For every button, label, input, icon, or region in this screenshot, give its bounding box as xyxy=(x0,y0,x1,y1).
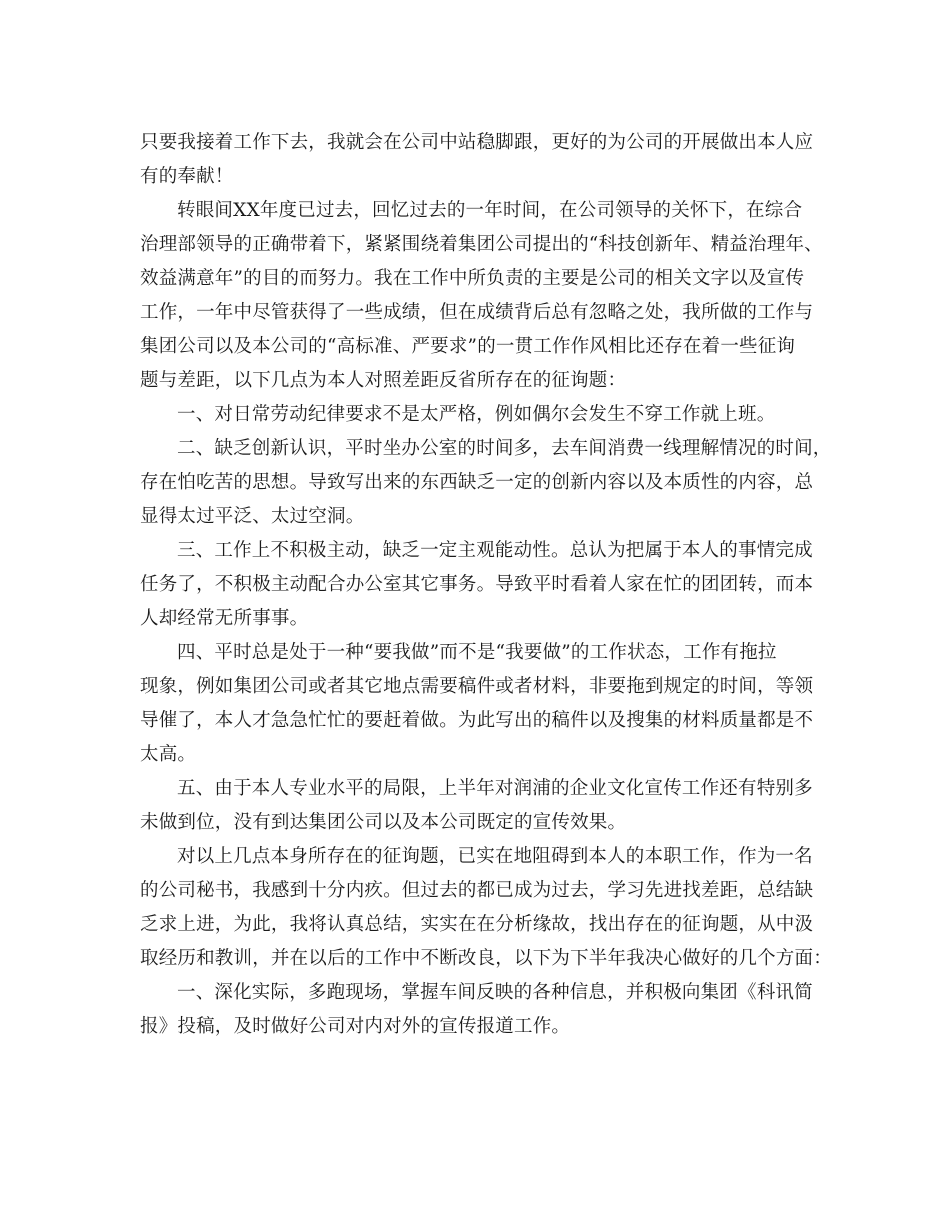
text-line: 有的奉献！ xyxy=(140,166,234,187)
text-line: 一、对日常劳动纪律要求不是太严格，例如偶尔会发生不穿工作就上班。 xyxy=(177,404,776,425)
text-line: 现象，例如集团公司或者其它地点需要稿件或者材料，非要拖到规定的时间，等领 xyxy=(140,676,814,697)
text-line: 治理部领导的正确带着下，紧紧围绕着集团公司提出的“科技创新年、精益治理年、 xyxy=(140,234,823,255)
text-line: 五、由于本人专业水平的局限，上半年对润浦的企业文化宣传工作还有特别多 xyxy=(177,778,813,799)
text-line: 四、平时总是处于一种“要我做”而不是“我要做”的工作状态，工作有拖拉 xyxy=(177,642,777,663)
text-line: 对以上几点本身所存在的征询题，已实在地阻碍到本人的本职工作，作为一名 xyxy=(177,846,813,867)
paragraph-issue-2 xyxy=(140,432,832,534)
text-line: 转眼间XX年度已过去，回忆过去的一年时间，在公司领导的关怀下，在综合 xyxy=(177,200,803,221)
paragraph-issue-1 xyxy=(140,398,812,432)
text-line: 人却经常无所事事。 xyxy=(140,608,309,629)
text-line: 效益满意年”的目的而努力。我在工作中所负责的主要是公司的相关文字以及宣传 xyxy=(140,268,805,289)
text-line: 显得太过平泛、太过空洞。 xyxy=(140,506,365,527)
paragraph-reflection xyxy=(140,840,832,976)
text-line: 乏求上进，为此，我将认真总结，实实在在分析缘故，找出存在的征询题，从中汲 xyxy=(140,914,814,935)
paragraph-summary-intro xyxy=(140,194,823,398)
paragraph-plan-1 xyxy=(140,976,812,1044)
text-line: 导催了，本人才急急忙忙的要赶着做。为此写出的稿件以及搜集的材料质量都是不 xyxy=(140,710,814,731)
document-body xyxy=(140,126,832,1044)
text-line: 任务了，不积极主动配合办公室其它事务。导致平时看着人家在忙的团团转，而本 xyxy=(140,574,814,595)
text-line: 三、工作上不积极主动，缺乏一定主观能动性。总认为把属于本人的事情完成 xyxy=(177,540,813,561)
text-line: 题与差距，以下几点为本人对照差距反省所存在的征询题： xyxy=(140,370,627,391)
text-line: 只要我接着工作下去，我就会在公司中站稳脚跟，更好的为公司的开展做出本人应 xyxy=(140,132,814,153)
text-line: 的公司秘书，我感到十分内疚。但过去的都已成为过去，学习先进找差距，总结缺 xyxy=(140,880,814,901)
text-line: 集团公司以及本公司的“高标准、严要求”的一贯工作作风相比还存在着一些征询 xyxy=(140,336,796,357)
text-line: 一、深化实际，多跑现场，掌握车间反映的各种信息，并积极向集团《科讯简 xyxy=(177,982,813,1003)
text-line: 二、缺乏创新认识，平时坐办公室的时间多，去车间消费一线理解情况的时间， xyxy=(177,438,832,459)
text-line: 取经历和教训，并在以后的工作中不断改良，以下为下半年我决心做好的几个方面： xyxy=(140,948,832,969)
paragraph-continuation xyxy=(140,126,812,194)
text-line: 工作，一年中尽管获得了一些成绩，但在成绩背后总有忽略之处，我所做的工作与 xyxy=(140,302,814,323)
text-line: 报》投稿，及时做好公司对内对外的宣传报道工作。 xyxy=(140,1016,571,1037)
text-line: 未做到位，没有到达集团公司以及本公司既定的宣传效果。 xyxy=(140,812,627,833)
paragraph-issue-4 xyxy=(140,636,812,772)
paragraph-issue-3 xyxy=(140,534,812,636)
text-line: 太高。 xyxy=(140,744,197,765)
text-line: 存在怕吃苦的思想。导致写出来的东西缺乏一定的创新内容以及本质性的内容，总 xyxy=(140,472,814,493)
paragraph-issue-5 xyxy=(140,772,812,840)
